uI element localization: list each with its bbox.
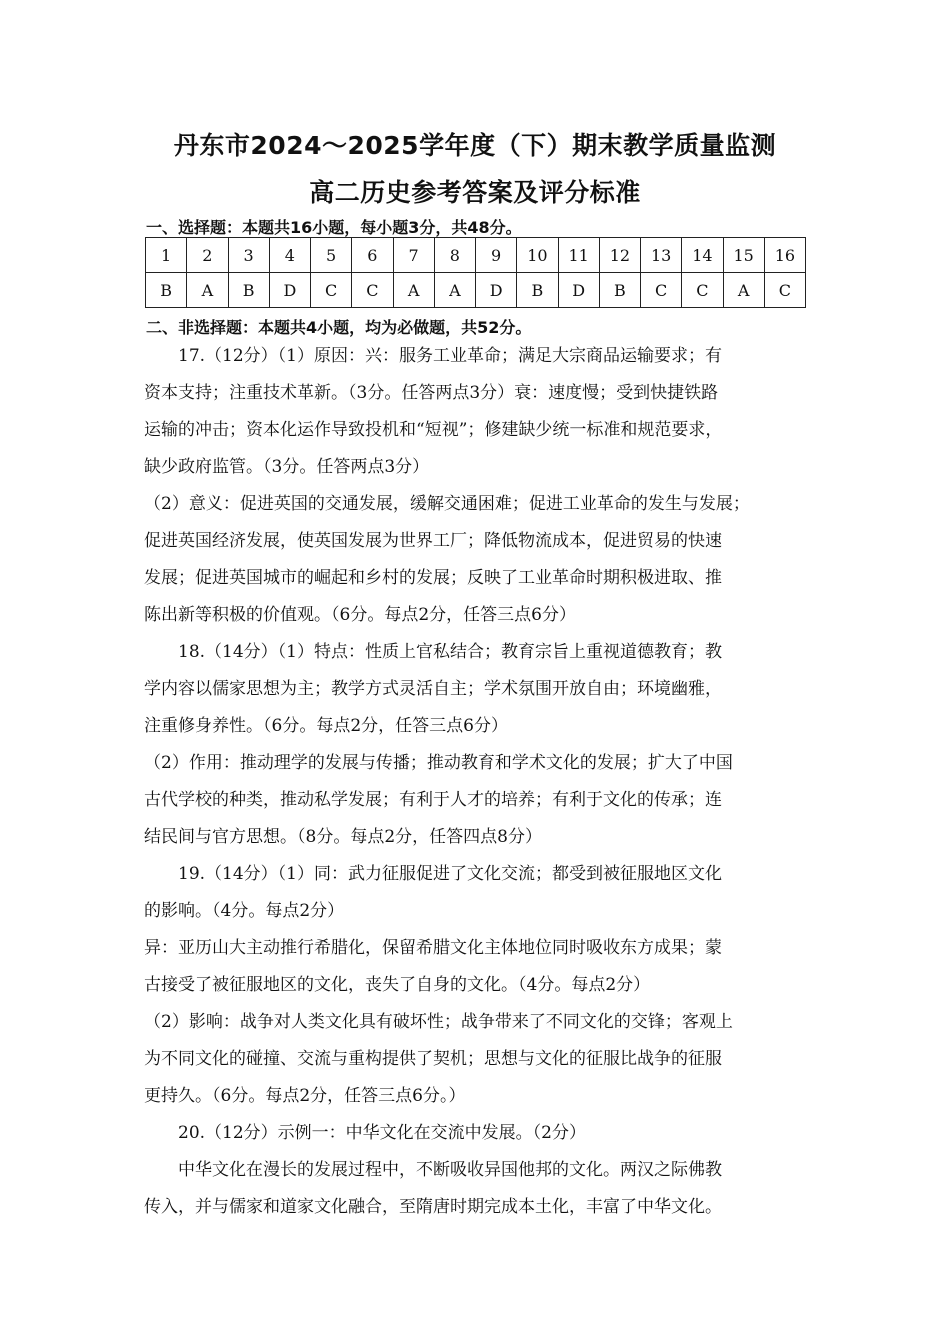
answer-cell: B xyxy=(517,273,558,308)
q19-line: 为不同文化的碰撞、交流与重构提供了契机；思想与文化的征服比战争的征服 xyxy=(144,1049,722,1069)
q17-line: （2）意义：促进英国的交通发展，缓解交通困难；促进工业革命的发生与发展； xyxy=(144,494,750,514)
question-number-cell: 15 xyxy=(723,238,764,273)
q17-line: 缺少政府监管。（3分。任答两点3分） xyxy=(144,457,430,477)
answer-cell: D xyxy=(558,273,599,308)
q17-line: 促进英国经济发展，使英国发展为世界工厂；降低物流成本，促进贸易的快速 xyxy=(144,531,722,551)
q18-line: 结民间与官方思想。（8分。每点2分，任答四点8分） xyxy=(144,827,542,847)
q19-line: 的影响。（4分。每点2分） xyxy=(144,901,345,921)
answer-cell: C xyxy=(682,273,723,308)
q20-line: 中华文化在漫长的发展过程中，不断吸收异国他邦的文化。两汉之际佛教 xyxy=(178,1160,722,1180)
question-number-cell: 14 xyxy=(682,238,723,273)
question-number-cell: 1 xyxy=(146,238,187,273)
section2-heading: 二、非选择题：本题共4小题，均为必做题，共52分。 xyxy=(146,318,532,337)
answer-cell: B xyxy=(599,273,640,308)
section1-heading: 一、选择题：本题共16小题，每小题3分，共48分。 xyxy=(146,218,522,237)
answer-cell: A xyxy=(393,273,434,308)
question-number-cell: 8 xyxy=(434,238,475,273)
q20-line: 20.（12分）示例一：中华文化在交流中发展。（2分） xyxy=(178,1123,586,1143)
q19-line: （2）影响：战争对人类文化具有破坏性；战争带来了不同文化的交锋；客观上 xyxy=(144,1012,733,1032)
answer-cell: B xyxy=(228,273,269,308)
question-number-cell: 7 xyxy=(393,238,434,273)
question-number-cell: 9 xyxy=(476,238,517,273)
answer-cell: C xyxy=(311,273,352,308)
q17-line: 17.（12分）（1）原因：兴：服务工业革命；满足大宗商品运输要求；有 xyxy=(178,346,722,366)
question-number-cell: 11 xyxy=(558,238,599,273)
question-number-row xyxy=(146,238,806,273)
q18-line: 古代学校的种类，推动私学发展；有利于人才的培养；有利于文化的传承；连 xyxy=(144,790,722,810)
question-number-cell: 6 xyxy=(352,238,393,273)
answer-cell: D xyxy=(269,273,310,308)
question-number-cell: 5 xyxy=(311,238,352,273)
q17-line: 资本支持；注重技术革新。（3分。任答两点3分）衰：速度慢；受到快捷铁路 xyxy=(144,383,719,403)
answer-cell: D xyxy=(476,273,517,308)
q17-line: 发展；促进英国城市的崛起和乡村的发展；反映了工业革命时期积极进取、推 xyxy=(144,568,722,588)
answer-cell: A xyxy=(187,273,228,308)
answer-cell: C xyxy=(352,273,393,308)
question-number-cell: 2 xyxy=(187,238,228,273)
q19-line: 古接受了被征服地区的文化，丧失了自身的文化。（4分。每点2分） xyxy=(144,975,651,995)
answer-cell: C xyxy=(641,273,682,308)
document-title: 丹东市2024～2025学年度（下）期末教学质量监测 xyxy=(173,131,777,160)
document-subtitle: 高二历史参考答案及评分标准 xyxy=(309,178,641,207)
answer-body xyxy=(144,338,816,1226)
q18-line: （2）作用：推动理学的发展与传播；推动教育和学术文化的发展；扩大了中国 xyxy=(144,753,733,773)
question-number-cell: 13 xyxy=(641,238,682,273)
q19-line: 更持久。（6分。每点2分，任答三点6分。） xyxy=(144,1086,466,1106)
question-number-cell: 4 xyxy=(269,238,310,273)
question-number-cell: 16 xyxy=(764,238,805,273)
answer-cell: B xyxy=(146,273,187,308)
q19-line: 异：亚历山大主动推行希腊化，保留希腊文化主体地位同时吸收东方成果；蒙 xyxy=(144,938,722,958)
answer-cell: C xyxy=(764,273,805,308)
q17-line: 运输的冲击；资本化运作导致投机和“短视”；修建缺少统一标准和规范要求， xyxy=(144,420,723,440)
answer-cell: A xyxy=(723,273,764,308)
question-number-cell: 3 xyxy=(228,238,269,273)
q18-line: 注重修身养性。（6分。每点2分，任答三点6分） xyxy=(144,716,508,736)
q17-line: 陈出新等积极的价值观。（6分。每点2分，任答三点6分） xyxy=(144,605,576,625)
answer-row xyxy=(146,273,806,308)
answer-table xyxy=(145,237,806,308)
question-number-cell: 12 xyxy=(599,238,640,273)
question-number-cell: 10 xyxy=(517,238,558,273)
answer-cell: A xyxy=(434,273,475,308)
q19-line: 19.（14分）（1）同：武力征服促进了文化交流；都受到被征服地区文化 xyxy=(178,864,722,884)
q18-line: 18.（14分）（1）特点：性质上官私结合；教育宗旨上重视道德教育；教 xyxy=(178,642,722,662)
q20-line: 传入，并与儒家和道家文化融合，至隋唐时期完成本土化，丰富了中华文化。 xyxy=(144,1197,722,1217)
q18-line: 学内容以儒家思想为主；教学方式灵活自主；学术氛围开放自由；环境幽雅， xyxy=(144,679,722,699)
